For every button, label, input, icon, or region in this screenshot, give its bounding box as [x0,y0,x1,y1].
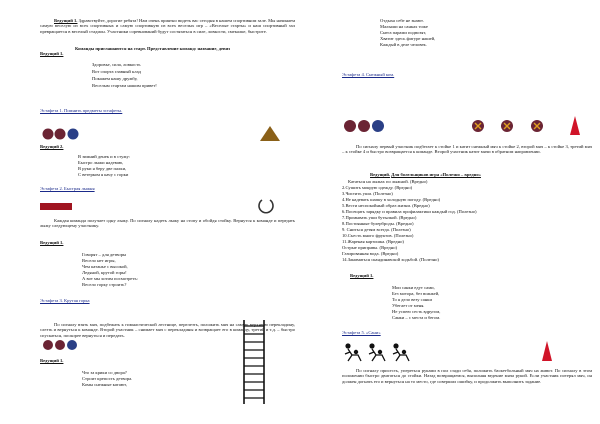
host1-heading-c: Ведущий 1. [40,358,64,363]
relay3-heading: Эстафета 3. Крутая горка [40,298,90,303]
game-heading [370,172,481,177]
ball-icon [67,340,77,350]
ball-icon [43,129,54,140]
ball-icon [55,129,66,140]
ball-icon [372,120,384,132]
poem1-line: Веселым стартам нашим привет! [92,83,157,88]
poem-top-line: Малыши на санках тоже [380,24,428,29]
poem2-line: В руки я беру две палки, [78,166,127,171]
ladder-icon [242,320,266,404]
game-list-item: 7.Промывать уши бутылкой. (Вредно) [342,215,417,220]
game-list-item: 9. Сниться детям всегда. (Полезно) [342,227,411,232]
ski-icon [40,203,72,210]
cone-icon [570,116,580,135]
intro-lead: Ведущий 1. [54,18,78,23]
poem1-line: Покажем нашу дружбу, [92,76,138,81]
ball-icon [43,340,53,350]
relay3-description: По сигналу взять мяч, подбежать к гимнастической лестнице, перелезть, положить мяч на самую верхнюю перекладину, слезть и вернуться к команде. Второй участник – снимает мяч с перекладины и возвращает его в команду, третий и т.д. – быстро спускаться, поскорее вернуться и передать. [40,322,295,338]
sitting-child-icon [369,343,385,361]
poem-top-line: Каждый в деле человек. [380,42,427,47]
poem4-line: Комы снежные катают, [82,382,127,387]
game-list-item: 2.Сушить мокрую одежду. (Вредно) [342,185,413,190]
relay5-description: По сигналу присесть, упереться руками в пол сзади себя, положить баскетбольный мяч на живот. По сигналу в этом положении быстро двигаться до стойки. Назад возвращаемся, выполняя ведение мяча рукой. Если участник потерял мяч, он должен догнать его и вернуться на то место, где совершил ошибку, и продолжить выполнить задание. [342,368,592,384]
relay2-description: Каждая команда получает одну лыжу. По сигналу надеть лыжу на стопу и обойдя стойку. Вернутся к команде и передать лыжу следующему участнику. [40,218,295,229]
relay2-figure [40,196,295,218]
sitting-child-icon [345,343,361,361]
relay2-heading: Эстафета 2. Быстрая лыжня [40,186,95,191]
poem2-line: Быстро лыжи надеваю, [78,160,124,165]
relay5-figure [342,340,592,364]
poem5-line: Убегает от меня. [392,303,425,308]
host2-heading: Ведущий 2. [40,144,64,149]
relay4-figure [342,115,592,137]
host1-heading: Ведущий 1. [350,273,374,278]
sitting-child-icon [393,343,409,361]
poem3-line: А вот мы хотим посмотреть: [82,276,138,281]
game-list-item: 8.Постоянные булерброды. (Вредно) [342,221,414,226]
host1-heading-b: Ведущий 1. [40,240,64,245]
game-list-item: 3.Чистить уши. (Полезно) [342,191,393,196]
poem5-line: Мои санки едут сами, [392,285,435,290]
poem4-line: Что за крики со двора? [82,370,127,375]
poem2-line: В зимний денек и в стужу: [78,154,131,159]
relay5-heading: Эстафета 5. «Сани» [342,330,381,335]
game-title: Для болельщиков игра «Полезно – вредно» [391,172,481,177]
game-list-item: 11.Жареная картошка. (Вредно) [342,239,404,244]
poem4-line: Строит крепость детвора. [82,376,133,381]
intro-text: Здравствуйте, дорогие ребята! Нам очень приятно видеть вас сегодня в нашем спортивном зале. Мы начинаем самую веселую из всех спортивных и самую спортивную из всех веселых игр – «Веселые старты» и наш спортивный зал превращается в веселый стадион. Участники соревнований будут состязаться в силе, ловкости, смекалке, быстроте. [40,18,295,34]
game-list-item: 14.Заниматься скандинавской ходьбой. (Полезно) [342,257,439,262]
poem3-line: Говорят – для детворы [82,252,127,257]
game-list-item: 5.Вести неспокойный образ жизни. (Вредно) [342,203,430,208]
poem5-line: Не успею сесть вдругом, [392,309,441,314]
stand-icon [472,120,484,132]
host-game: Ведущий. [370,172,390,177]
cone-icon [260,126,280,141]
poem5-line: То я дело везу санки [392,297,432,302]
poem3-line: Ледяной, крутой горы! [82,270,127,275]
game-list-item: Газированная вода. (Вредно) [342,251,399,256]
poem1-line: Вот спорта главный клад [92,69,141,74]
game-list-item: Острые приправы. (Вредно) [342,245,398,250]
cone-icon [542,341,552,361]
relay1-figure [40,123,295,145]
ski-pole-icon [259,200,273,213]
ball-icon [68,129,79,140]
relay1-heading: Эстафета 1. Помнить предметы эстафеты. [40,108,123,113]
host1-heading-a: Ведущий 1. [40,51,64,56]
relay4-description: По сигналу первый участник подбегает к стойке 1 и катит снежный мяч к стойке 2, второй мяч – к стойке 3, третий мяч – к стойке 4 и быстро возвращается к команде. Второй участник катит мячи в обратном направлении. [342,144,592,155]
game-list-item: 10.Съесть много фруктов. (Полезно) [342,233,414,238]
ball-icon [358,120,370,132]
stand-icon [531,120,543,132]
intro-paragraph [40,18,295,34]
poem3-line: Чем катанье с высокой, [82,264,128,269]
game-intro: Кататься на лыжах по лыжной. (Вредно) [348,179,428,184]
teams-title: Команды приглашаются на старт. Представление команд: название, девиз [75,46,231,51]
poem-top-line: Хватит здесь фигуре нашей, [380,36,436,41]
poem5-line: Санки – с места и бегом. [392,315,441,320]
relay4-heading: Эстафета 4. Снежный ком. [342,72,395,77]
game-list-item: 6.Посещать зарядку и правила профилактики каждый год. (Полезно) [342,209,477,214]
poem3-line: Весело нет игры, [82,258,116,263]
poem5-line: Без мотора, без вожжей, [392,291,440,296]
ball-icon [344,120,356,132]
poem-top-line: Отдыха себе не знают. [380,18,424,23]
poem1-line: Здоровье, сила, ловкость [92,62,141,67]
game-list-item: 4.Не надевать шапку в холодную погоду. (Вредно) [342,197,441,202]
poem-top-line: Снега парами подвозят, [380,30,427,35]
poem2-line: С ветерком я качу с горки [78,172,129,177]
poem3-line: Весело горку строить? [82,282,127,287]
ball-icon [55,340,65,350]
stand-icon [501,120,513,132]
